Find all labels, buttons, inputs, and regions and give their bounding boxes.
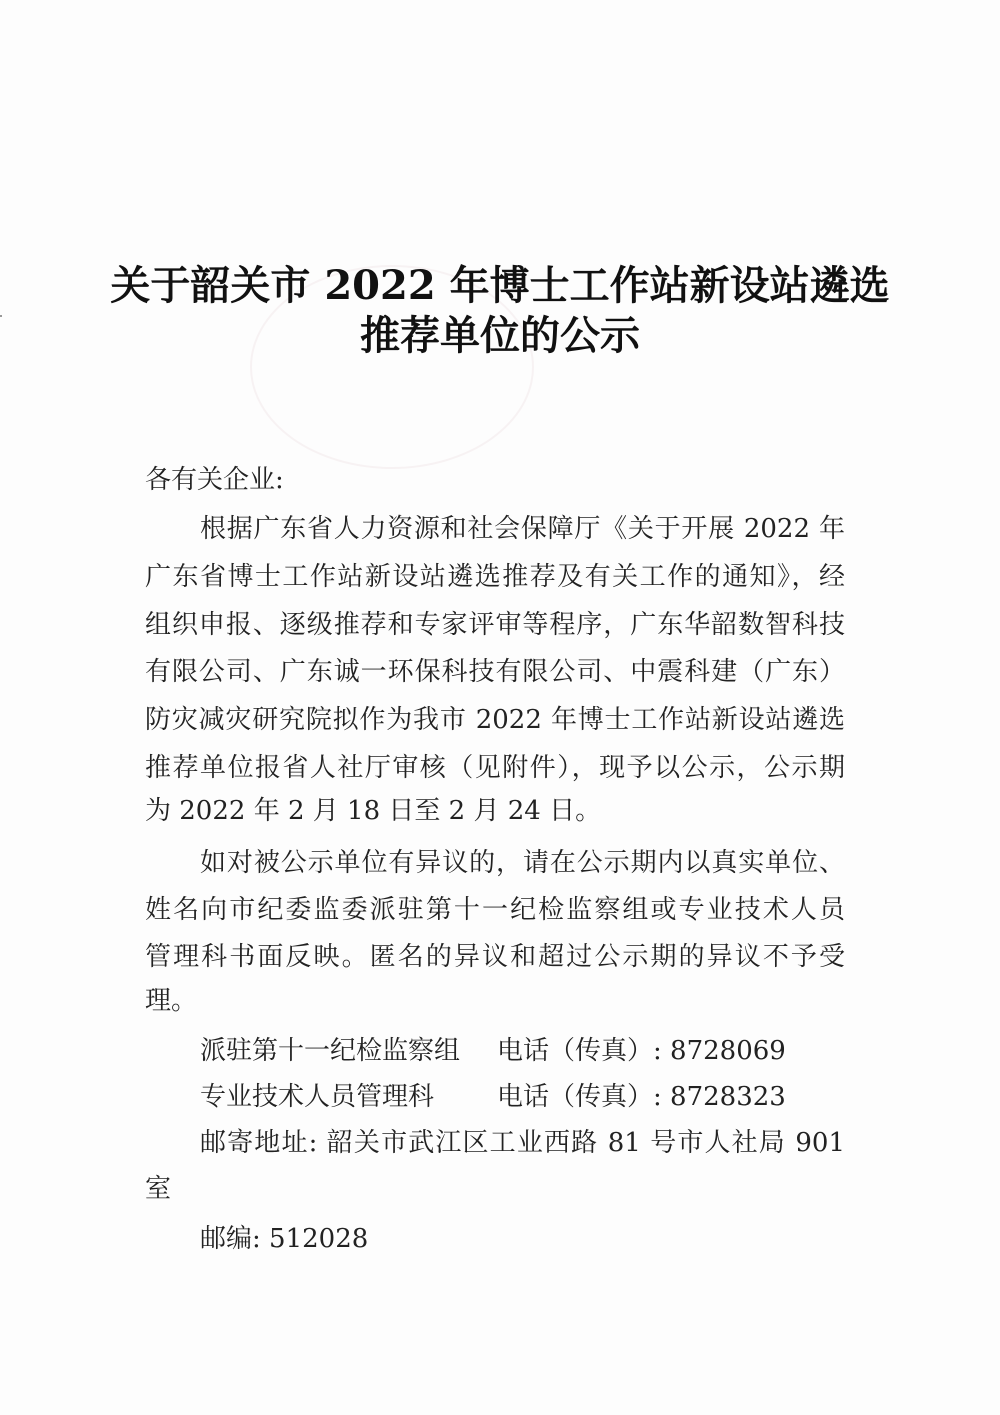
salutation: 各有关企业:	[145, 465, 284, 495]
postcode: 邮编: 512028	[200, 1224, 369, 1254]
contact-name-2: 专业技术人员管理科	[200, 1082, 435, 1112]
address-line-2: 室	[145, 1174, 172, 1204]
document-title-line-2: 推荐单位的公示	[360, 312, 640, 359]
paragraph2-line-4: 理。	[145, 986, 198, 1016]
paragraph1-line-5: 防灾减灾研究院拟作为我市 2022 年博士工作站新设站遴选	[145, 705, 845, 735]
paragraph2-line-2: 姓名向市纪委监委派驻第十一纪检监察组或专业技术人员	[145, 895, 845, 925]
paragraph1-line-4: 有限公司、广东诚一环保科技有限公司、中震科建（广东）	[145, 657, 845, 687]
paragraph1-line-6: 推荐单位报省人社厅审核（见附件），现予以公示，公示期	[145, 753, 845, 783]
paragraph2-line-1: 如对被公示单位有异议的，请在公示期内以真实单位、	[200, 848, 845, 878]
document-title-line-1: 关于韶关市 2022 年博士工作站新设站遴选	[110, 262, 890, 309]
contact-phone-1: 电话（传真）: 8728069	[497, 1036, 786, 1066]
address-line-1: 邮寄地址: 韶关市武江区工业西路 81 号市人社局 901	[200, 1128, 845, 1158]
paragraph1-line-7: 为 2022 年 2 月 18 日至 2 月 24 日。	[145, 796, 602, 826]
contact-name-1: 派驻第十一纪检监察组	[200, 1036, 461, 1066]
paragraph1-line-3: 组织申报、逐级推荐和专家评审等程序，广东华韶数智科技	[145, 610, 845, 640]
contact-phone-2: 电话（传真）: 8728323	[497, 1082, 786, 1112]
paragraph2-line-3: 管理科书面反映。匿名的异议和超过公示期的异议不予受	[145, 942, 845, 972]
paragraph1-line-1: 根据广东省人力资源和社会保障厅《关于开展 2022 年	[200, 514, 845, 544]
paragraph1-line-2: 广东省博士工作站新设站遴选推荐及有关工作的通知》，经	[145, 562, 845, 592]
